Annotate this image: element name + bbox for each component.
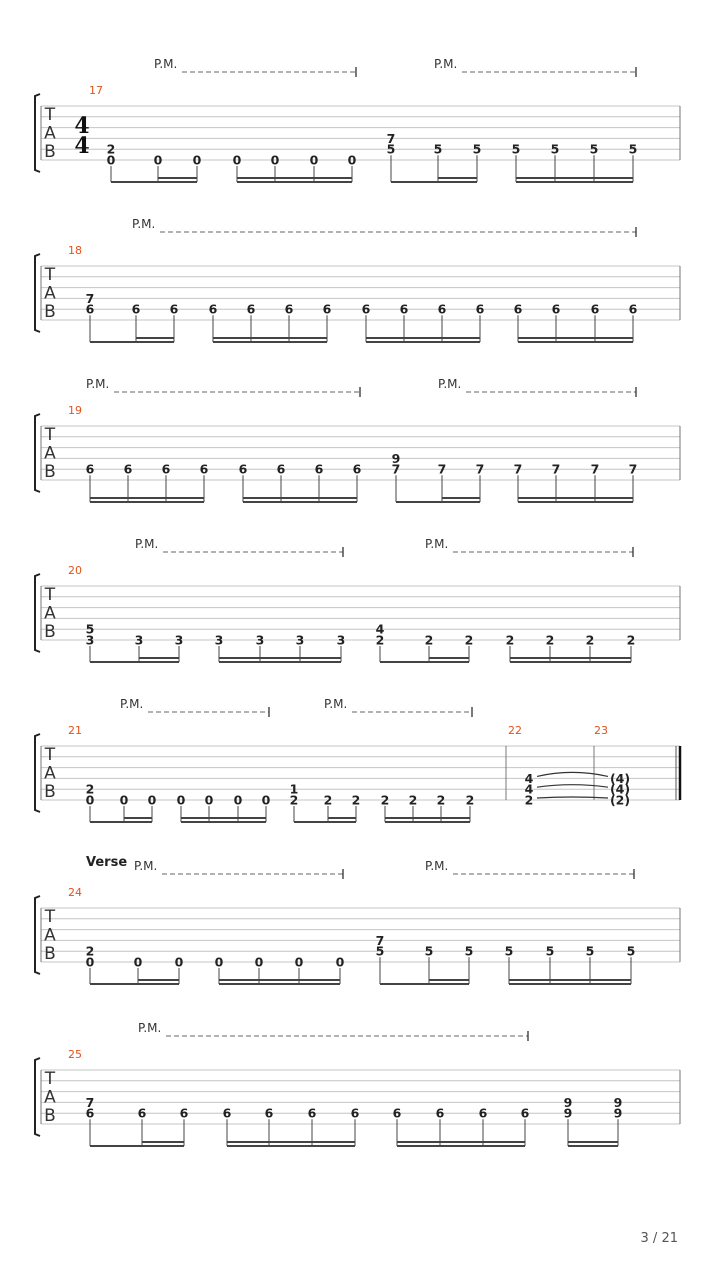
- tab-clef-letter: B: [44, 1106, 56, 1126]
- fret-number: 0: [174, 954, 184, 970]
- fret-number: 9: [613, 1094, 623, 1110]
- fret-number: 6: [85, 301, 95, 317]
- tab-clef-letter: B: [44, 782, 56, 802]
- tab-clef-letter: A: [44, 603, 56, 624]
- fret-number: 7: [475, 461, 485, 477]
- fret-number: 6: [137, 1105, 147, 1121]
- fret-number: 7: [375, 932, 385, 948]
- fret-number: 0: [232, 152, 242, 168]
- fret-number: 6: [435, 1105, 445, 1121]
- fret-number: 0: [261, 792, 271, 808]
- fret-number: 6: [169, 301, 179, 317]
- fret-number: 6: [307, 1105, 317, 1121]
- fret-number: 7: [391, 461, 401, 477]
- fret-number: 6: [437, 301, 447, 317]
- fret-number: 6: [628, 301, 638, 317]
- fret-number: 6: [520, 1105, 530, 1121]
- fret-number: 5: [589, 141, 599, 157]
- measure-number: 25: [68, 1048, 82, 1061]
- tab-clef-letter: A: [44, 1087, 56, 1108]
- palm-mute-label: P.M.: [438, 377, 462, 391]
- fret-number: 7: [551, 461, 561, 477]
- fret-number: 2: [289, 792, 299, 808]
- tab-system-6: [35, 859, 680, 984]
- palm-mute-label: P.M.: [324, 697, 348, 711]
- fret-number: 5: [504, 943, 514, 959]
- fret-number: 0: [106, 152, 116, 168]
- fret-number: 5: [585, 943, 595, 959]
- tab-clef-letter: A: [44, 925, 56, 946]
- fret-number: 5: [386, 141, 396, 157]
- fret-number: 4: [375, 621, 385, 637]
- fret-number: 2: [323, 792, 333, 808]
- fret-number: 0: [176, 792, 186, 808]
- palm-mute-label: P.M.: [132, 217, 156, 231]
- fret-number: 3: [295, 632, 305, 648]
- fret-number: 2: [545, 632, 555, 648]
- fret-number: 0: [214, 954, 224, 970]
- fret-number: 3: [85, 632, 95, 648]
- tab-system-4: [35, 537, 680, 662]
- palm-mute-label: P.M.: [135, 537, 159, 551]
- tab-clef-letter: T: [44, 745, 56, 765]
- fret-number: 4: [524, 770, 534, 786]
- tab-system-3: [35, 377, 680, 502]
- fret-number: 6: [513, 301, 523, 317]
- fret-number: 2: [408, 792, 418, 808]
- fret-number: 0: [309, 152, 319, 168]
- fret-number: 6: [361, 301, 371, 317]
- fret-number: 0: [270, 152, 280, 168]
- fret-number: 5: [472, 141, 482, 157]
- fret-number: 0: [335, 954, 345, 970]
- fret-number: 2: [585, 632, 595, 648]
- fret-number: 6: [238, 461, 248, 477]
- fret-number: 6: [264, 1105, 274, 1121]
- tab-system-2: [35, 217, 680, 342]
- tab-clef-letter: B: [44, 622, 56, 642]
- fret-number: 5: [626, 943, 636, 959]
- fret-number: 2: [436, 792, 446, 808]
- measure-number: 20: [68, 564, 82, 577]
- tab-clef-letter: A: [44, 763, 56, 784]
- fret-number: 2: [380, 792, 390, 808]
- fret-number: 6: [475, 301, 485, 317]
- tab-clef-letter: A: [44, 123, 56, 144]
- fret-number: 7: [513, 461, 523, 477]
- tab-clef-letter: A: [44, 283, 56, 304]
- system-bracket: [35, 734, 40, 812]
- tab-clef-letter: B: [44, 944, 56, 964]
- fret-number: 2: [626, 632, 636, 648]
- tie-arc: [537, 797, 608, 798]
- fret-number: (4): [609, 781, 631, 797]
- fret-number: 0: [347, 152, 357, 168]
- section-label-verse: Verse: [86, 855, 128, 870]
- fret-number: 5: [545, 943, 555, 959]
- fret-number: 9: [563, 1105, 573, 1121]
- fret-number: 6: [161, 461, 171, 477]
- page-number: 3 / 21: [640, 1231, 678, 1246]
- fret-number: (4): [609, 770, 631, 786]
- fret-number: 5: [375, 943, 385, 959]
- fret-number: 7: [85, 1094, 95, 1110]
- fret-number: 6: [352, 461, 362, 477]
- fret-number: 0: [192, 152, 202, 168]
- fret-number: 7: [386, 130, 396, 146]
- fret-number: 7: [85, 290, 95, 306]
- tab-system-5: [35, 697, 680, 822]
- fret-number: 0: [147, 792, 157, 808]
- fret-number: 2: [464, 632, 474, 648]
- fret-number: 1: [289, 781, 299, 797]
- fret-number: 0: [85, 792, 95, 808]
- fret-number: 2: [424, 632, 434, 648]
- fret-number: 0: [85, 954, 95, 970]
- tie-arc: [537, 785, 608, 788]
- fret-number: 7: [628, 461, 638, 477]
- fret-number: 2: [505, 632, 515, 648]
- fret-number: 3: [174, 632, 184, 648]
- fret-number: 6: [276, 461, 286, 477]
- fret-number: 6: [392, 1105, 402, 1121]
- fret-number: 2: [351, 792, 361, 808]
- tab-clef-letter: T: [44, 265, 56, 285]
- system-bracket: [35, 574, 40, 652]
- fret-number: 5: [628, 141, 638, 157]
- fret-number: 2: [465, 792, 475, 808]
- fret-number: 6: [284, 301, 294, 317]
- palm-mute-label: P.M.: [138, 1021, 162, 1035]
- fret-number: 6: [179, 1105, 189, 1121]
- fret-number: 0: [204, 792, 214, 808]
- measure-number: 19: [68, 404, 82, 417]
- system-bracket: [35, 1058, 40, 1136]
- fret-number: 6: [123, 461, 133, 477]
- fret-number: 6: [322, 301, 332, 317]
- palm-mute-label: P.M.: [425, 537, 449, 551]
- tab-clef-letter: A: [44, 443, 56, 464]
- fret-number: 6: [246, 301, 256, 317]
- fret-number: 0: [233, 792, 243, 808]
- fret-number: 2: [375, 632, 385, 648]
- fret-number: 6: [222, 1105, 232, 1121]
- fret-number: 3: [134, 632, 144, 648]
- tie-arc: [537, 772, 608, 776]
- fret-number: 2: [85, 781, 95, 797]
- fret-number: 5: [550, 141, 560, 157]
- system-bracket: [35, 414, 40, 492]
- tab-clef-letter: B: [44, 142, 56, 162]
- fret-number: 5: [511, 141, 521, 157]
- fret-number: 3: [214, 632, 224, 648]
- system-bracket: [35, 896, 40, 974]
- fret-number: 4: [524, 781, 534, 797]
- palm-mute-label: P.M.: [120, 697, 144, 711]
- fret-number: (2): [609, 792, 631, 808]
- fret-number: 0: [153, 152, 163, 168]
- tab-clef-letter: T: [44, 1069, 56, 1089]
- fret-number: 7: [590, 461, 600, 477]
- fret-number: 2: [85, 943, 95, 959]
- system-bracket: [35, 254, 40, 332]
- fret-number: 0: [294, 954, 304, 970]
- fret-number: 2: [524, 792, 534, 808]
- fret-number: 3: [336, 632, 346, 648]
- fret-number: 6: [131, 301, 141, 317]
- fret-number: 5: [433, 141, 443, 157]
- fret-number: 6: [399, 301, 409, 317]
- palm-mute-label: P.M.: [434, 57, 458, 71]
- palm-mute-label: P.M.: [154, 57, 178, 71]
- time-signature-digit: 4: [74, 133, 90, 159]
- fret-number: 6: [590, 301, 600, 317]
- time-signature-digit: 4: [74, 113, 90, 139]
- tab-clef-letter: T: [44, 425, 56, 445]
- tab-system-1: [35, 57, 680, 182]
- fret-number: 9: [613, 1105, 623, 1121]
- palm-mute-label: P.M.: [134, 859, 158, 873]
- tab-clef-letter: B: [44, 302, 56, 322]
- fret-number: 6: [85, 461, 95, 477]
- fret-number: 5: [424, 943, 434, 959]
- palm-mute-label: P.M.: [86, 377, 110, 391]
- fret-number: 9: [391, 450, 401, 466]
- system-bracket: [35, 94, 40, 172]
- fret-number: 0: [254, 954, 264, 970]
- fret-number: 6: [478, 1105, 488, 1121]
- fret-number: 6: [199, 461, 209, 477]
- fret-number: 6: [314, 461, 324, 477]
- fret-number: 7: [437, 461, 447, 477]
- measure-number: 17: [89, 84, 103, 97]
- fret-number: 9: [563, 1094, 573, 1110]
- fret-number: 6: [551, 301, 561, 317]
- tab-clef-letter: T: [44, 907, 56, 927]
- fret-number: 2: [106, 141, 116, 157]
- measure-number: 18: [68, 244, 82, 257]
- fret-number: 5: [85, 621, 95, 637]
- measure-number: 21: [68, 724, 82, 737]
- measure-number: 23: [594, 724, 608, 737]
- tab-clef-letter: T: [44, 585, 56, 605]
- fret-number: 3: [255, 632, 265, 648]
- tab-system-7: [35, 1021, 680, 1146]
- fret-number: 0: [133, 954, 143, 970]
- fret-number: 5: [464, 943, 474, 959]
- measure-number: 22: [508, 724, 522, 737]
- palm-mute-label: P.M.: [425, 859, 449, 873]
- tab-clef-letter: T: [44, 105, 56, 125]
- fret-number: 0: [119, 792, 129, 808]
- measure-number: 24: [68, 886, 82, 899]
- fret-number: 6: [208, 301, 218, 317]
- fret-number: 6: [85, 1105, 95, 1121]
- fret-number: 6: [350, 1105, 360, 1121]
- tab-clef-letter: B: [44, 462, 56, 482]
